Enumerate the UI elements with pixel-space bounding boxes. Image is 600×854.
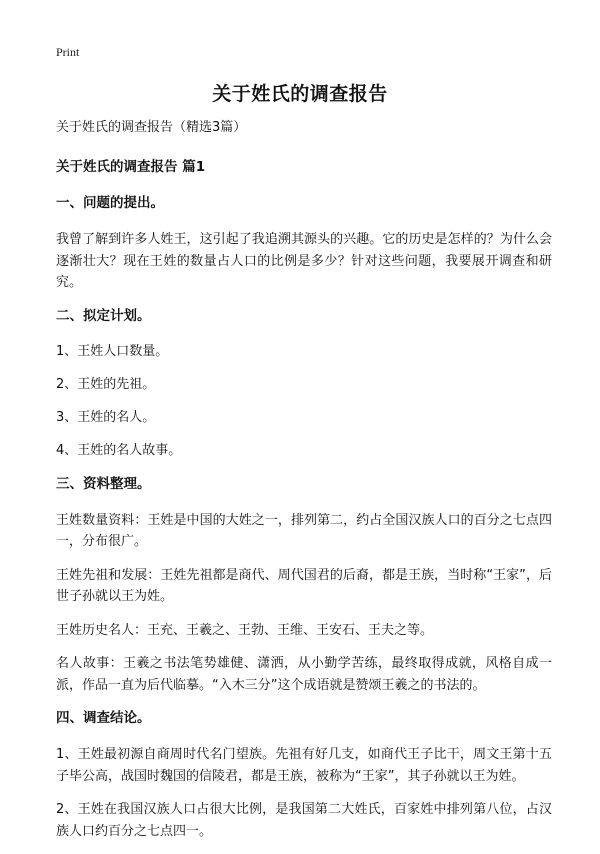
paragraph-problem: 我曾了解到许多人姓王，这引起了我追溯其源头的兴趣。它的历史是怎样的？为什么会逐渐壮大？现在王姓的数量占人口的比例是多少？针对这些问题，我要展开调查和研究。 [56,232,552,290]
section-heading-materials: 三、资料整理。 [56,475,151,492]
paragraph-population: 王姓数量资料：王姓是中国的大姓之一，排列第二，约占全国汉族人口的百分之七点四一，分布很广。 [56,512,552,549]
paragraph-story: 名人故事：王羲之书法笔势雄健、潇洒，从小勤学苦练，最终取得成就，风格自成一派，作品一直为后代临摹。“入木三分”这个成语就是赞颂王羲之的书法的。 [56,656,552,693]
plan-item: 2、王姓的先祖。 [56,376,156,392]
paragraph-famous-people: 王姓历史名人：王充、王羲之、王勃、王维、王安石、王夫之等。 [56,622,434,638]
section-heading-plan: 二、拟定计划。 [56,307,151,324]
plan-item: 1、王姓人口数量。 [56,343,169,359]
plan-item: 4、王姓的名人故事。 [56,442,182,458]
paragraph-conclusion-2: 2、王姓在我国汉族人口占很大比例，是我国第二大姓氏，百家姓中排列第八位，占汉族人口约百分之七点四一。 [56,802,552,839]
plan-item: 3、王姓的名人。 [56,409,156,425]
paragraph-conclusion-1: 1、王姓最初源自商周时代名门望族。先祖有好几支，如商代王子比干，周文王第十五子毕公高，战国时魏国的信陵君，都是王族，被称为“王家”，其子孙就以王为姓。 [56,747,552,784]
paragraph-ancestors: 王姓先祖和发展：王姓先祖都是商代、周代国君的后裔，都是王族，当时称“王家”，后世子孙就以王为姓。 [56,567,552,604]
print-link[interactable]: Print [56,45,80,59]
document-subtitle: 关于姓氏的调查报告（精选3篇） [56,120,247,135]
article-heading: 关于姓氏的调查报告 篇1 [56,159,206,175]
section-heading-conclusion: 四、调查结论。 [56,710,151,726]
document-title: 关于姓氏的调查报告 [212,83,388,105]
section-heading-problem: 一、问题的提出。 [56,195,164,211]
document-body [56,118,552,854]
